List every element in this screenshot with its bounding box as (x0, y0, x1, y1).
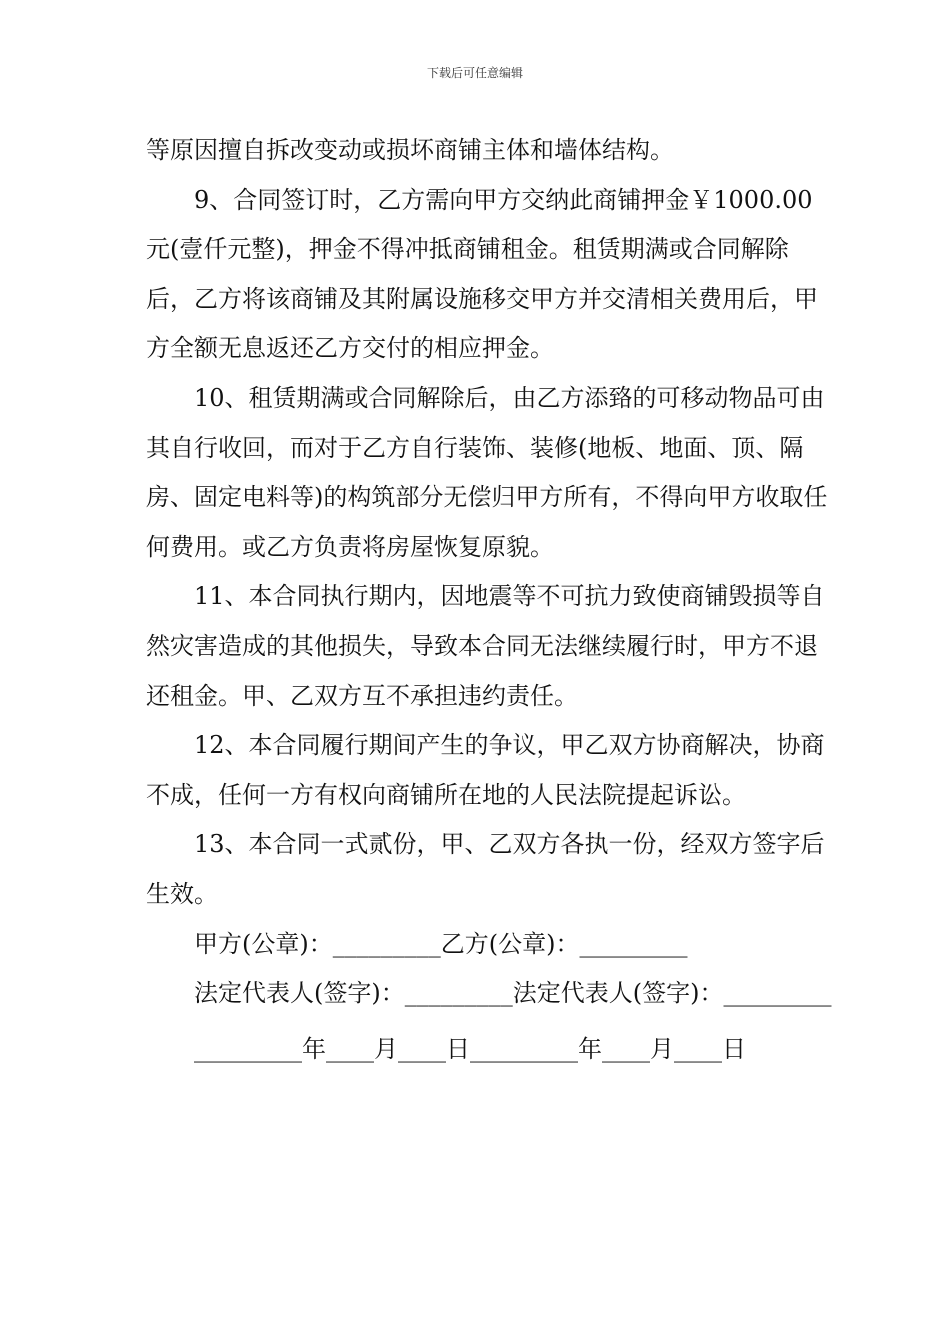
signature-representative-line: 法定代表人(签字)：_________法定代表人(签字)：_________ (194, 979, 832, 1008)
contract-body (146, 126, 836, 1074)
clause-11-force-majeure: 11、本合同执行期内，因地震等不可抗力致使商铺毁损等自然灾害造成的其他损失，导致本合同无法继续履行时，甲方不退还租金。甲、乙双方互不承担违约责任。 (146, 582, 825, 710)
signature-date-line: _________年____月____日_________年____月____日 (194, 1034, 746, 1063)
clause-12-disputes: 12、本合同履行期间产生的争议，甲乙双方协商解决，协商不成，任何一方有权向商铺所在地的人民法院提起诉讼。 (146, 731, 825, 809)
clause-9-deposit: 9、合同签订时，乙方需向甲方交纳此商铺押金￥1000.00元(壹仟元整)，押金不得冲抵商铺租金。租赁期满或合同解除后，乙方将该商铺及其附属设施移交甲方并交清相关费用后，甲方全额无息返还乙方交付的相应押金。 (146, 185, 818, 363)
clause-10-movable-items: 10、租赁期满或合同解除后，由乙方添臵的可移动物品可由其自行收回，而对于乙方自行装饰、装修(地板、地面、顶、隔房、固定电料等)的构筑部分无偿归甲方所有，不得向甲方收取任何费用。或乙方负责将房屋恢复原貌。 (146, 383, 828, 561)
paragraph-continuation: 等原因擅自拆改变动或损坏商铺主体和墙体结构。 (146, 136, 674, 164)
signature-seal-line: 甲方(公章)：_________乙方(公章)：_________ (194, 929, 688, 958)
page-header-note: 下载后可任意编辑 (426, 66, 523, 80)
clause-13-copies: 13、本合同一式贰份，甲、乙双方各执一份，经双方签字后生效。 (146, 830, 825, 908)
